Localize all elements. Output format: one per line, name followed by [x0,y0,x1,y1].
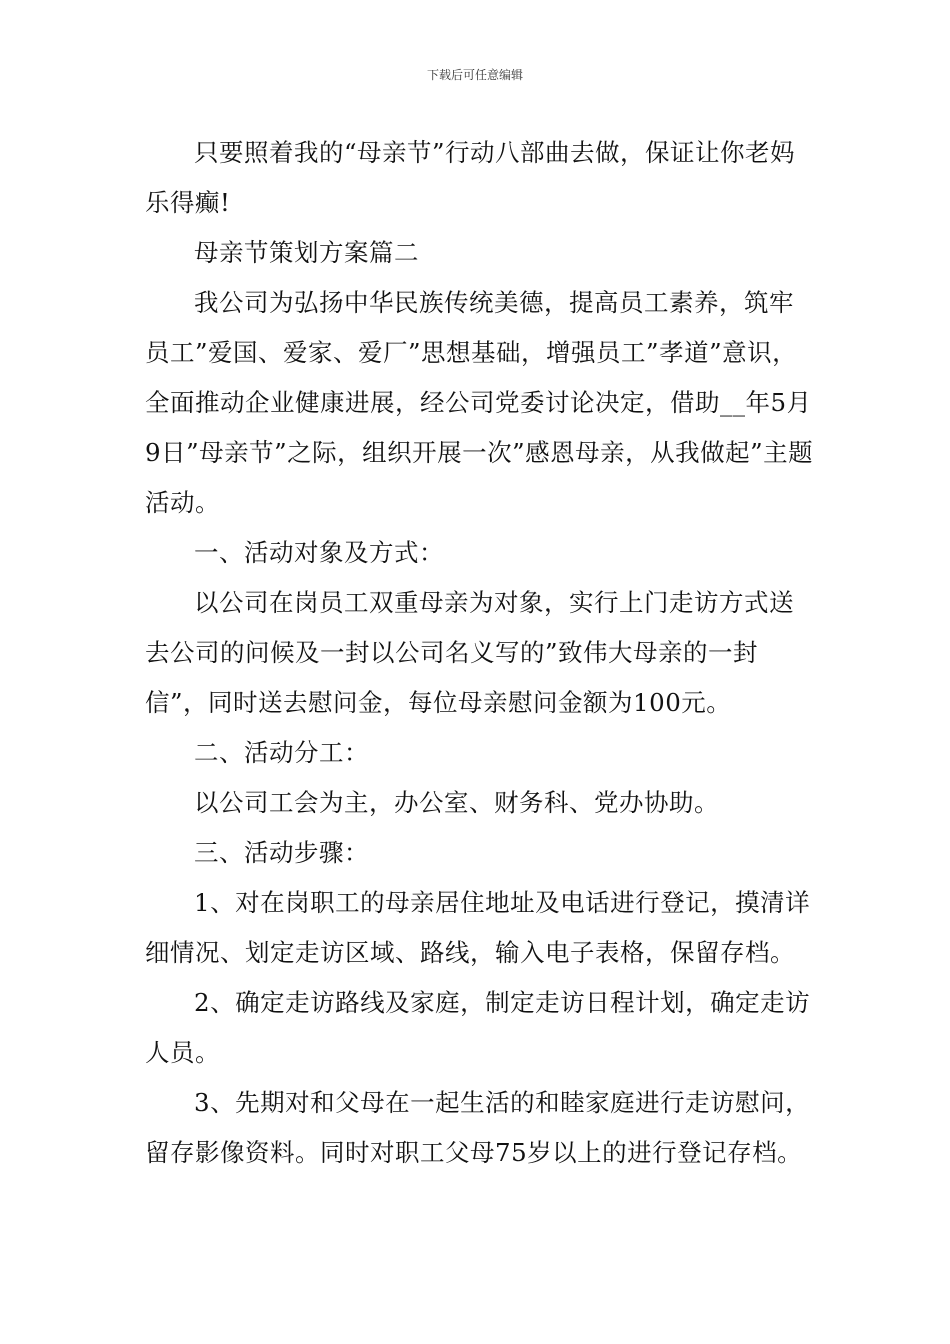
page-header: 下载后可任意编辑 [426,68,523,82]
paragraph-step-3: 3、先期对和父母在一起生活的和睦家庭进行走访慰问，留存影像资料。同时对职工父母75岁以上的进行登记存档。 [145,1088,811,1167]
heading-division-of-work: 二、活动分工： [194,738,369,767]
paragraph-step-2: 2、确定走访路线及家庭，制定走访日程计划，确定走访人员。 [145,988,811,1067]
heading-activity-steps: 三、活动步骤： [194,838,369,867]
heading-activity-target: 一、活动对象及方式： [194,538,444,567]
paragraph-intro: 我公司为弘扬中华民族传统美德，提高员工素养，筑牢员工”爱国、爱家、爱厂”思想基础，增强员工”孝道”意识，全面推动企业健康进展，经公司党委讨论决定，借助__年5月9日”母亲节”之际，组织开展一次”感恩母亲，从我做起”主题活动。 [145,288,814,517]
paragraph-step-1: 1、对在岗职工的母亲居住地址及电话进行登记，摸清详细情况、划定走访区域、路线，输入电子表格，保留存档。 [145,888,811,967]
paragraph-activity-target: 以公司在岗员工双重母亲为对象，实行上门走访方式送去公司的问候及一封以公司名义写的”致伟大母亲的一封信”，同时送去慰问金，每位母亲慰问金额为100元。 [145,588,794,717]
document-body [145,128,815,1178]
paragraph-division-of-work: 以公司工会为主，办公室、财务科、党办协助。 [194,788,719,817]
section-title: 母亲节策划方案篇二 [194,238,419,267]
paragraph-closing-line: 只要照着我的“母亲节”行动八部曲去做，保证让你老妈乐得癫! [145,138,796,217]
